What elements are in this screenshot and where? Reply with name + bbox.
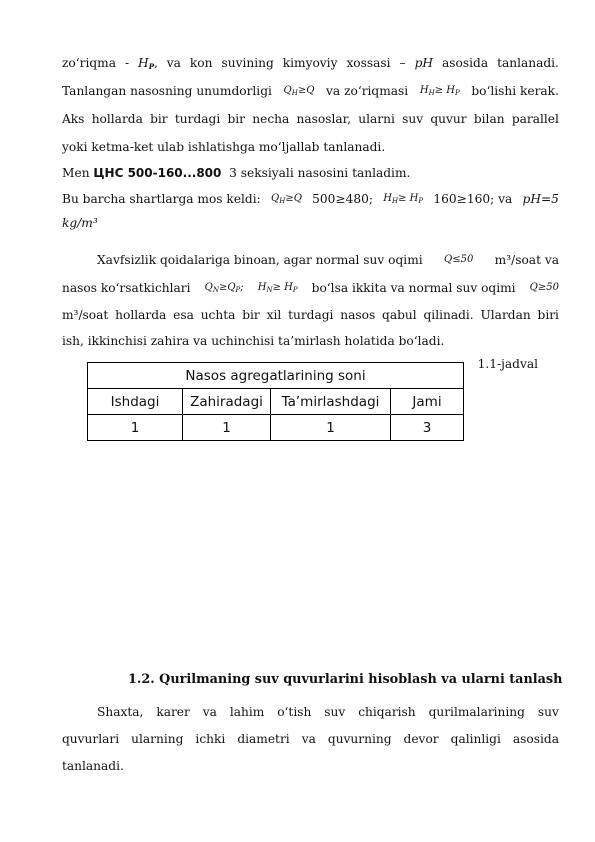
word: m³/soat — [62, 308, 109, 322]
table-cell: 1 — [271, 415, 391, 441]
word: pH — [414, 56, 434, 70]
pump-count-table — [87, 362, 464, 441]
word: suv — [537, 705, 559, 719]
table-cell: 1 — [183, 415, 271, 441]
word: necha — [252, 112, 290, 126]
text: bo‘lsa ikkita va normal suv oqimi — [311, 281, 516, 295]
text: 160≥160; va — [433, 192, 513, 206]
word: va — [301, 732, 316, 746]
text: nasos ko‘rsatkichlari — [62, 281, 191, 295]
word: qurilmalarining — [428, 705, 525, 719]
word: va — [166, 56, 181, 70]
word: xil — [266, 308, 282, 322]
word: turdagi — [288, 308, 334, 322]
pump-model: ЦНС 500-160...800 — [93, 166, 222, 180]
word: quvurlari — [62, 732, 120, 746]
word: chiqarish — [358, 705, 416, 719]
p1-line1 — [62, 51, 559, 79]
word: bir — [227, 112, 246, 126]
formula-q-ge: $Q_H\ge Q$ — [283, 85, 315, 97]
formula-h-ge: $H_H\ge H_P$ — [383, 193, 424, 205]
word: lahim — [229, 705, 265, 719]
word: quvurning — [327, 732, 392, 746]
table-header: Jami — [391, 389, 464, 415]
p1-line3 — [62, 107, 559, 131]
text: Xavfsizlik qoidalariga binoan, agar normal suv oqimi — [97, 253, 423, 267]
word: Aks — [62, 112, 85, 126]
word: – — [399, 56, 406, 70]
text: va zo‘riqmasi — [326, 84, 409, 98]
text: 500≥480; — [312, 192, 374, 206]
table-header: Ta’mirlashdagi — [271, 389, 391, 415]
text: Tanlangan nasosning unumdorligi — [62, 84, 272, 98]
text: Bu barcha shartlarga mos keldi: — [62, 192, 261, 206]
word: asosida — [512, 732, 559, 746]
formula-h-ge: $H_H\ge H_P$ — [419, 85, 460, 97]
word: esa — [173, 308, 194, 322]
table-header: Ishdagi — [88, 389, 183, 415]
formula-q-le-50: Q≤50 — [444, 254, 474, 265]
word: nasos — [340, 308, 376, 322]
symbol-hp: $H_P$, — [138, 56, 158, 71]
text: bo‘lishi kerak. — [471, 84, 559, 98]
text: Men — [62, 166, 90, 180]
word: - — [124, 56, 130, 70]
word: o‘tish — [277, 705, 312, 719]
formula-hn-ge-hp: $H_N\ge H_P$ — [257, 282, 298, 294]
p1-line5 — [62, 161, 559, 185]
text: 3 seksiyali nasosini tanladim. — [229, 166, 411, 180]
word: asosida — [442, 56, 489, 70]
word: diametri — [237, 732, 290, 746]
p1-line7: kg/m³ — [62, 216, 98, 230]
table-header: Zahiradagi — [183, 389, 271, 415]
p2-line4: ish, ikkinchisi zahira va uchinchisi ta’mirlash holatida bo‘ladi. — [62, 334, 445, 348]
word: Ulardan — [480, 308, 531, 322]
p1-line6 — [62, 187, 559, 213]
formula-qn-ge-qp: $Q_N\ge Q_P$; — [204, 282, 244, 294]
section-line1 — [97, 700, 559, 724]
word: bilan — [473, 112, 505, 126]
word: tanlanadi. — [497, 56, 559, 70]
text: m³/soat va — [494, 253, 559, 267]
word: kimyoviy — [282, 56, 338, 70]
table-cell: 3 — [391, 415, 464, 441]
section-line3: tanlanadi. — [62, 759, 124, 773]
p1-line2 — [62, 79, 559, 105]
word: qalinligi — [450, 732, 501, 746]
word: bir — [150, 112, 168, 126]
word: hollarda — [115, 308, 167, 322]
word: va — [202, 705, 217, 719]
word: suv — [402, 112, 424, 126]
p2-line2 — [62, 276, 559, 302]
formula-q-ge-50: Q≥50 — [529, 282, 559, 293]
word: ularning — [131, 732, 184, 746]
ph-value: pH=5 — [522, 192, 559, 206]
word: nasoslar, — [296, 112, 352, 126]
word: Shaxta, — [97, 705, 144, 719]
word: turdagi — [174, 112, 221, 126]
word: uchta — [200, 308, 236, 322]
word: biri — [537, 308, 559, 322]
word: qabul — [382, 308, 417, 322]
formula-q-ge: $Q_H\ge Q$ — [271, 193, 302, 205]
word: kon — [189, 56, 213, 70]
table-title: Nasos agregatlarining soni — [88, 363, 464, 389]
p1-line4: yoki ketma-ket ulab ishlatishga mo‘ljallab tanlanadi. — [62, 140, 386, 154]
word: ichki — [195, 732, 226, 746]
word: ularni — [358, 112, 395, 126]
word: qilinadi. — [423, 308, 474, 322]
section-line2 — [62, 727, 559, 751]
table-caption: 1.1-jadval — [477, 357, 538, 371]
word: karer — [156, 705, 190, 719]
word: quvur — [430, 112, 467, 126]
word: bir — [242, 308, 260, 322]
word: devor — [403, 732, 439, 746]
p2-line1 — [97, 248, 559, 272]
section-heading: 1.2. Qurilmaning suv quvurlarini hisoblash va ularni tanlash — [128, 672, 563, 687]
table-cell: 1 — [88, 415, 183, 441]
word: suvining — [221, 56, 274, 70]
word: xossasi — [346, 56, 391, 70]
word: zo‘riqma — [62, 56, 116, 70]
word: parallel — [511, 112, 559, 126]
word: hollarda — [91, 112, 143, 126]
p2-line3 — [62, 303, 559, 327]
word: suv — [324, 705, 346, 719]
